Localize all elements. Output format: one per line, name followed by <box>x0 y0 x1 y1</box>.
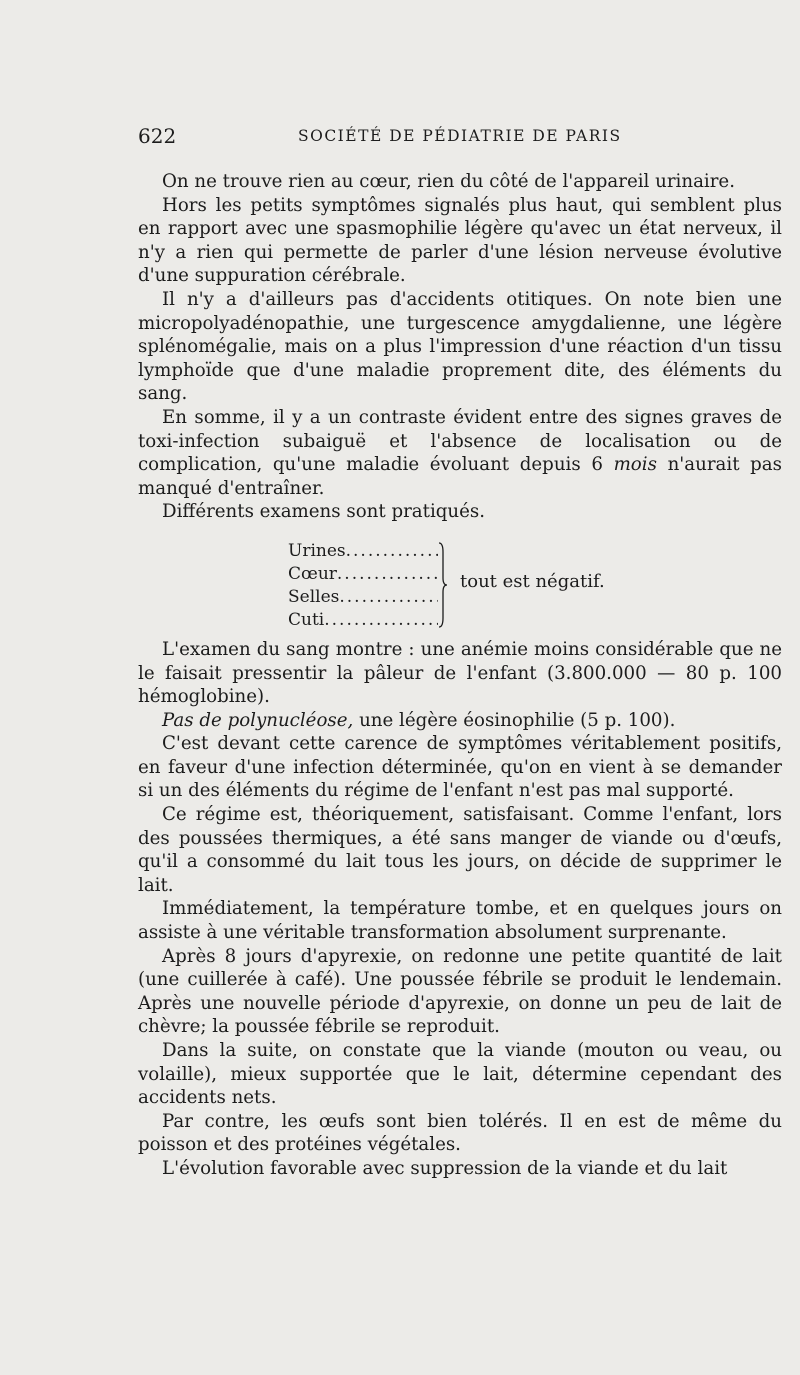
paragraph: Différents examens sont pratiqués. <box>162 501 486 523</box>
exam-item <box>288 563 438 586</box>
article-body <box>138 170 782 1181</box>
exam-item-label: Selles <box>288 586 340 607</box>
dot-leader <box>339 586 438 609</box>
paragraph: Ce régime est, théoriquement, satisfaisant. Comme l'enfant, lors des poussées thermiques, a été sans manger de viande ou d'œufs, qu'il a consommé du lait tous les jours, on décide de supprimer le lait. <box>138 804 782 896</box>
exam-list <box>138 540 782 632</box>
dot-leader <box>346 540 438 563</box>
exam-items <box>288 540 438 632</box>
page-number: 622 <box>138 124 177 148</box>
paragraph-text: n'aurait pas manqué d'entraîner. <box>138 454 782 499</box>
paragraph-italic-text: Pas de polynucléose, <box>162 709 354 731</box>
paragraph: Hors les petits symptômes signalés plus haut, qui semblent plus en rapport avec une spasmophilie légère qu'avec un état nerveux, il n'y a rien qui permette de parler d'une lésion nerveuse évolutive d'une suppuration cérébrale. <box>138 194 782 287</box>
exam-item <box>288 609 438 632</box>
paragraph: Après 8 jours d'apyrexie, on redonne une petite quantité de lait (une cuillerée à café). Une poussée fébrile se produit le lendemain. Après une nouvelle période d'apyrexie, on donne un peu de lait de chèvre; la poussée fébrile se reproduit. <box>138 945 782 1038</box>
exam-item <box>288 586 438 609</box>
paragraph: C'est devant cette carence de symptômes véritablement positifs, en faveur d'une infection déterminée, qu'on en vient à se demander si un des éléments du régime de l'enfant n'est pas mal supporté. <box>138 733 782 802</box>
page-header <box>138 124 784 154</box>
exam-item-label: Cuti <box>288 609 325 630</box>
paragraph: Il n'y a d'ailleurs pas d'accidents otitiques. On note bien une micropolyadénopathie, une turgescence amygdalienne, une légère splénomégalie, mais on a plus l'impression d'une réaction d'un tissu lymphoïde que d'une maladie proprement dite, des éléments du sang. <box>138 288 782 405</box>
exam-item-label: Cœur <box>288 563 337 584</box>
paragraph: On ne trouve rien au cœur, rien du côté de l'appareil urinaire. <box>162 171 735 192</box>
exam-item-label: Urines <box>288 540 346 561</box>
paragraph: L'évolution favorable avec suppression de la viande et du lait <box>162 1157 728 1179</box>
paragraph-italic-text: mois <box>613 454 657 476</box>
paragraph <box>138 709 782 733</box>
exam-item <box>288 540 438 563</box>
running-title: SOCIÉTÉ DE PÉDIATRIE DE PARIS <box>298 127 622 145</box>
dot-leader <box>337 563 438 586</box>
right-brace-icon <box>438 542 448 628</box>
paragraph-text: une légère éosinophilie (5 p. 100). <box>353 709 676 731</box>
paragraph: L'examen du sang montre : une anémie moins considérable que ne le faisait pressentir la pâleur de l'enfant (3.800.000 — 80 p. 100 hémoglobine). <box>138 638 782 708</box>
paragraph: Immédiatement, la température tombe, et en quelques jours on assiste à une véritable transformation absolument surprenante. <box>138 898 782 944</box>
paragraph: Dans la suite, on constate que la viande (mouton ou veau, ou volaille), mieux supportée que le lait, détermine cependant des accidents nets. <box>138 1040 782 1109</box>
paragraph: Par contre, les œufs sont bien tolérés. Il en est de même du poisson et des protéines végétales. <box>138 1110 782 1156</box>
paragraph <box>138 406 782 500</box>
dot-leader <box>324 609 438 632</box>
exam-result: tout est négatif. <box>460 570 605 592</box>
paragraph-text: En somme, il y a un contraste évident entre des signes graves de toxi-infection subaiguë et l'absence de localisation ou de complication, qu'une maladie évoluant depuis 6 <box>138 406 782 476</box>
